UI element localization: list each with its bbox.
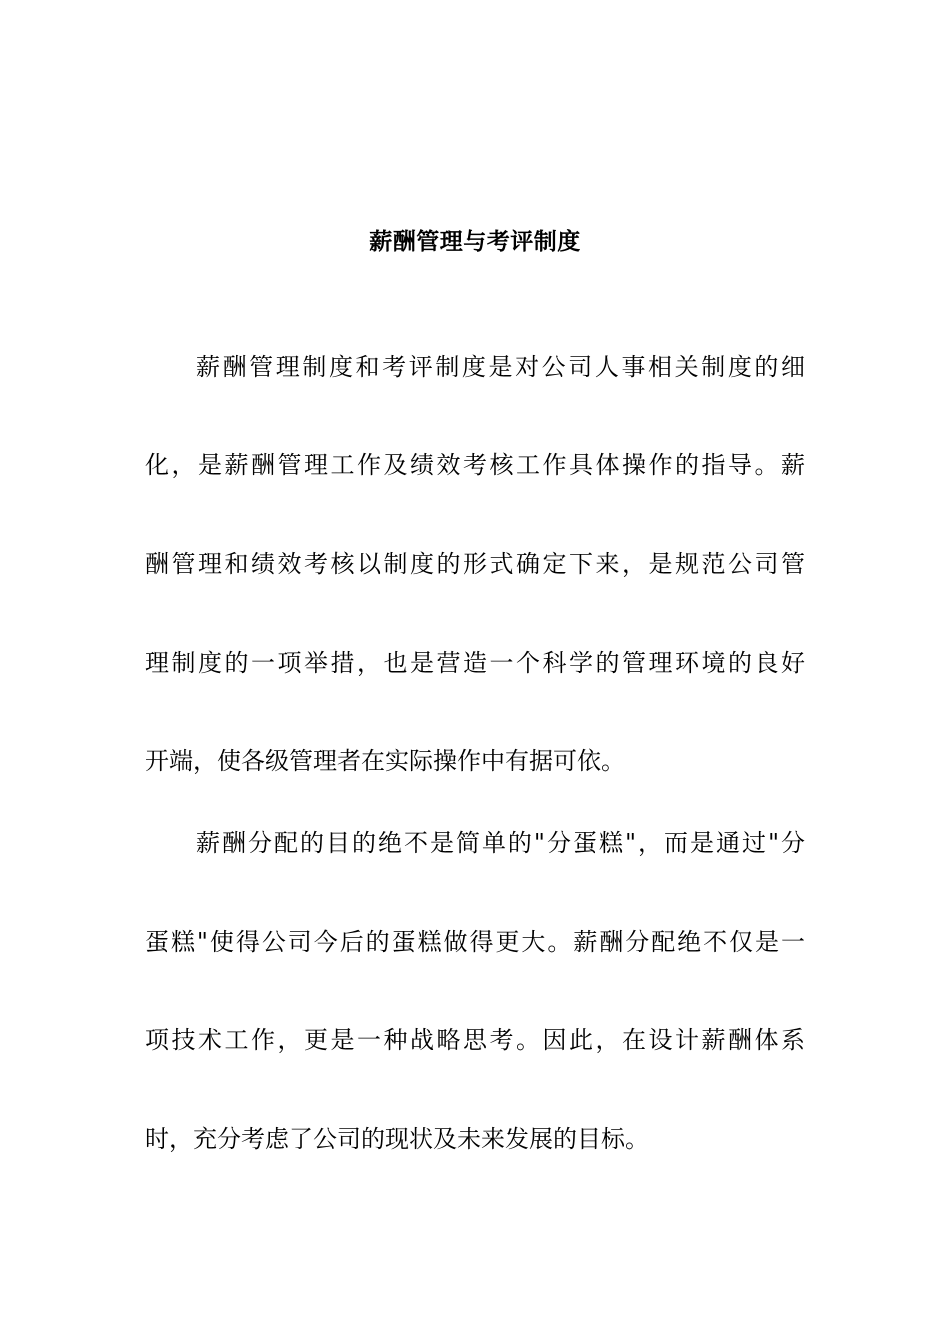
paragraph-2-line-4: 时，充分考虑了公司的现状及未来发展的目标。 — [145, 1125, 649, 1153]
document-title: 薪酬管理与考评制度 — [369, 228, 581, 255]
paragraph-2-line-1: 薪酬分配的目的绝不是简单的"分蛋糕"，而是通过"分 — [196, 829, 805, 857]
paragraph-1-line-3: 酬管理和绩效考核以制度的形式确定下来，是规范公司管 — [145, 550, 805, 578]
paragraph-2-line-3: 项技术工作，更是一种战略思考。因此，在设计薪酬体系 — [145, 1026, 805, 1054]
paragraph-2-line-2: 蛋糕"使得公司今后的蛋糕做得更大。薪酬分配绝不仅是一 — [145, 928, 805, 956]
paragraph-1-line-5: 开端，使各级管理者在实际操作中有据可依。 — [145, 747, 625, 775]
paragraph-1-line-4: 理制度的一项举措，也是营造一个科学的管理环境的良好 — [145, 649, 805, 677]
paragraph-1-line-1: 薪酬管理制度和考评制度是对公司人事相关制度的细 — [196, 353, 805, 381]
paragraph-1-line-2: 化，是薪酬管理工作及绩效考核工作具体操作的指导。薪 — [145, 451, 805, 479]
